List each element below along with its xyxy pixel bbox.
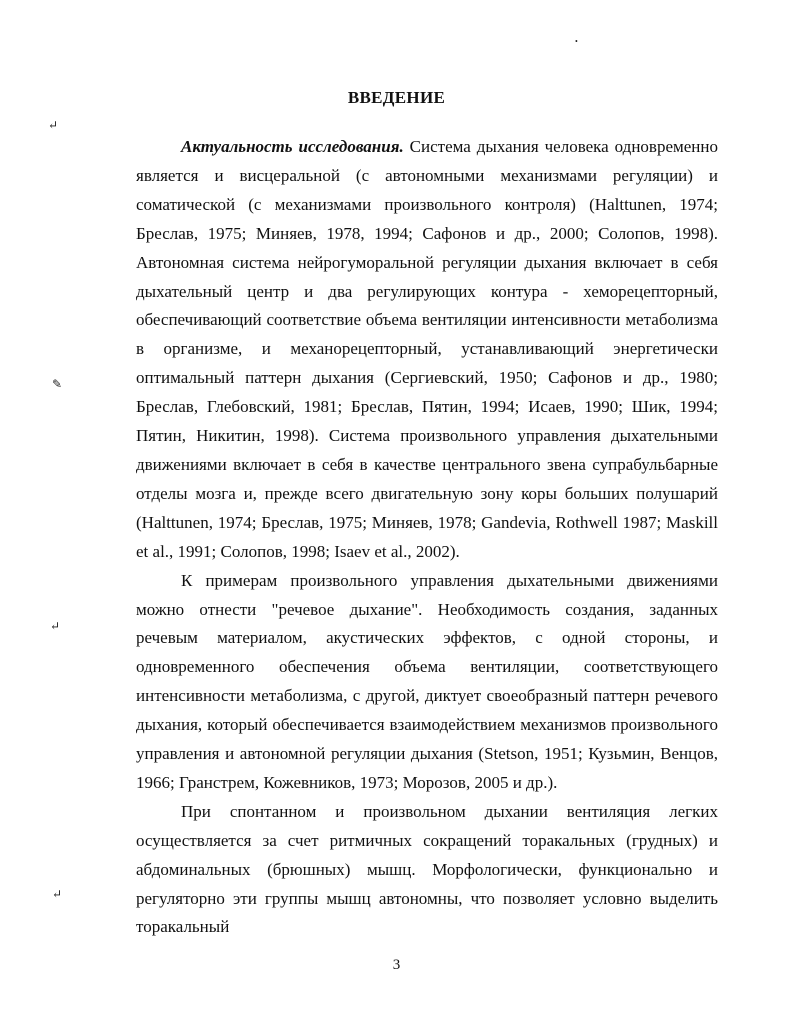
paragraph-text: К примерам произвольного управления дыхательными движениями можно отнести "речевое дыхание". Необходимость создания, заданных речевым материалом, акустических эффектов, с одной стороны, и одновременного обеспечения объема вентиляции, соответствующего интенсивности метаболизма, с другой, диктует своеобразный паттерн речевого дыхания, который обеспечивается взаимодействием механизмов произвольного управления и автономной регуляции дыхания (Stetson, 1951; Кузьмин, Венцов, 1966; Гранстрем, Кожевников, 1973; Морозов, 2005 и др.). bbox=[136, 570, 718, 792]
paragraph-2 bbox=[136, 567, 718, 798]
scan-dot-icon: • bbox=[575, 37, 578, 46]
body-text bbox=[136, 133, 718, 942]
paragraph-3 bbox=[136, 798, 718, 943]
page-number: 3 bbox=[392, 957, 401, 973]
margin-mark-icon: ✎ bbox=[52, 377, 63, 391]
paragraph-text: При спонтанном и произвольном дыхании вентиляция легких осуществляется за счет ритмичных сокращений торакальных (грудных) и абдоминальных (брюшных) мышц. Морфологически, функционально и регуляторно эти группы мышц автономны, что позволяет условно выделить торакальный bbox=[136, 801, 718, 937]
paragraph-1 bbox=[136, 133, 718, 567]
margin-mark-icon: ↵ bbox=[48, 118, 59, 132]
margin-mark-icon: ↵ bbox=[52, 887, 63, 901]
page-title: ВВЕДЕНИЕ bbox=[347, 88, 446, 107]
paragraph-lead: Актуальность исследования. bbox=[181, 137, 404, 156]
paragraph-text: Система дыхания человека одновременно является и висцеральной (с автономными механизмами регуляции) и соматической (с механизмами произвольного контроля) (Halttunen, 1974; Бреслав, 1975; Миняев, 1978, 1994; Сафонов и др., 2000; Солопов, 1998). Автономная система нейрогуморальной регуляции дыхания включает в себя дыхательный центр и два регулирующих контура - хеморецепторный, обеспечивающий соответствие объема вентиляции интенсивности метаболизма в организме, и механорецепторный, устанавливающий энергетически оптимальный паттерн дыхания (Сергиевский, 1950; Сафонов и др., 1980; Бреслав, Глебовский, 1981; Бреслав, Пятин, 1994; Исаев, 1990; Шик, 1994; Пятин, Никитин, 1998). Система произвольного управления дыхательными движениями включает в себя в качестве центрального звена супрабульбарные отделы мозга и, прежде всего двигательную зону коры больших полушарий (Halttunen, 1974; Бреслав, 1975; Миняев, 1978; Gandevia, Rothwell 1987; Maskill et al., 1991; Солопов, 1998; Isaev et al., 2002). bbox=[136, 137, 718, 561]
margin-mark-icon: ↵ bbox=[50, 619, 61, 633]
